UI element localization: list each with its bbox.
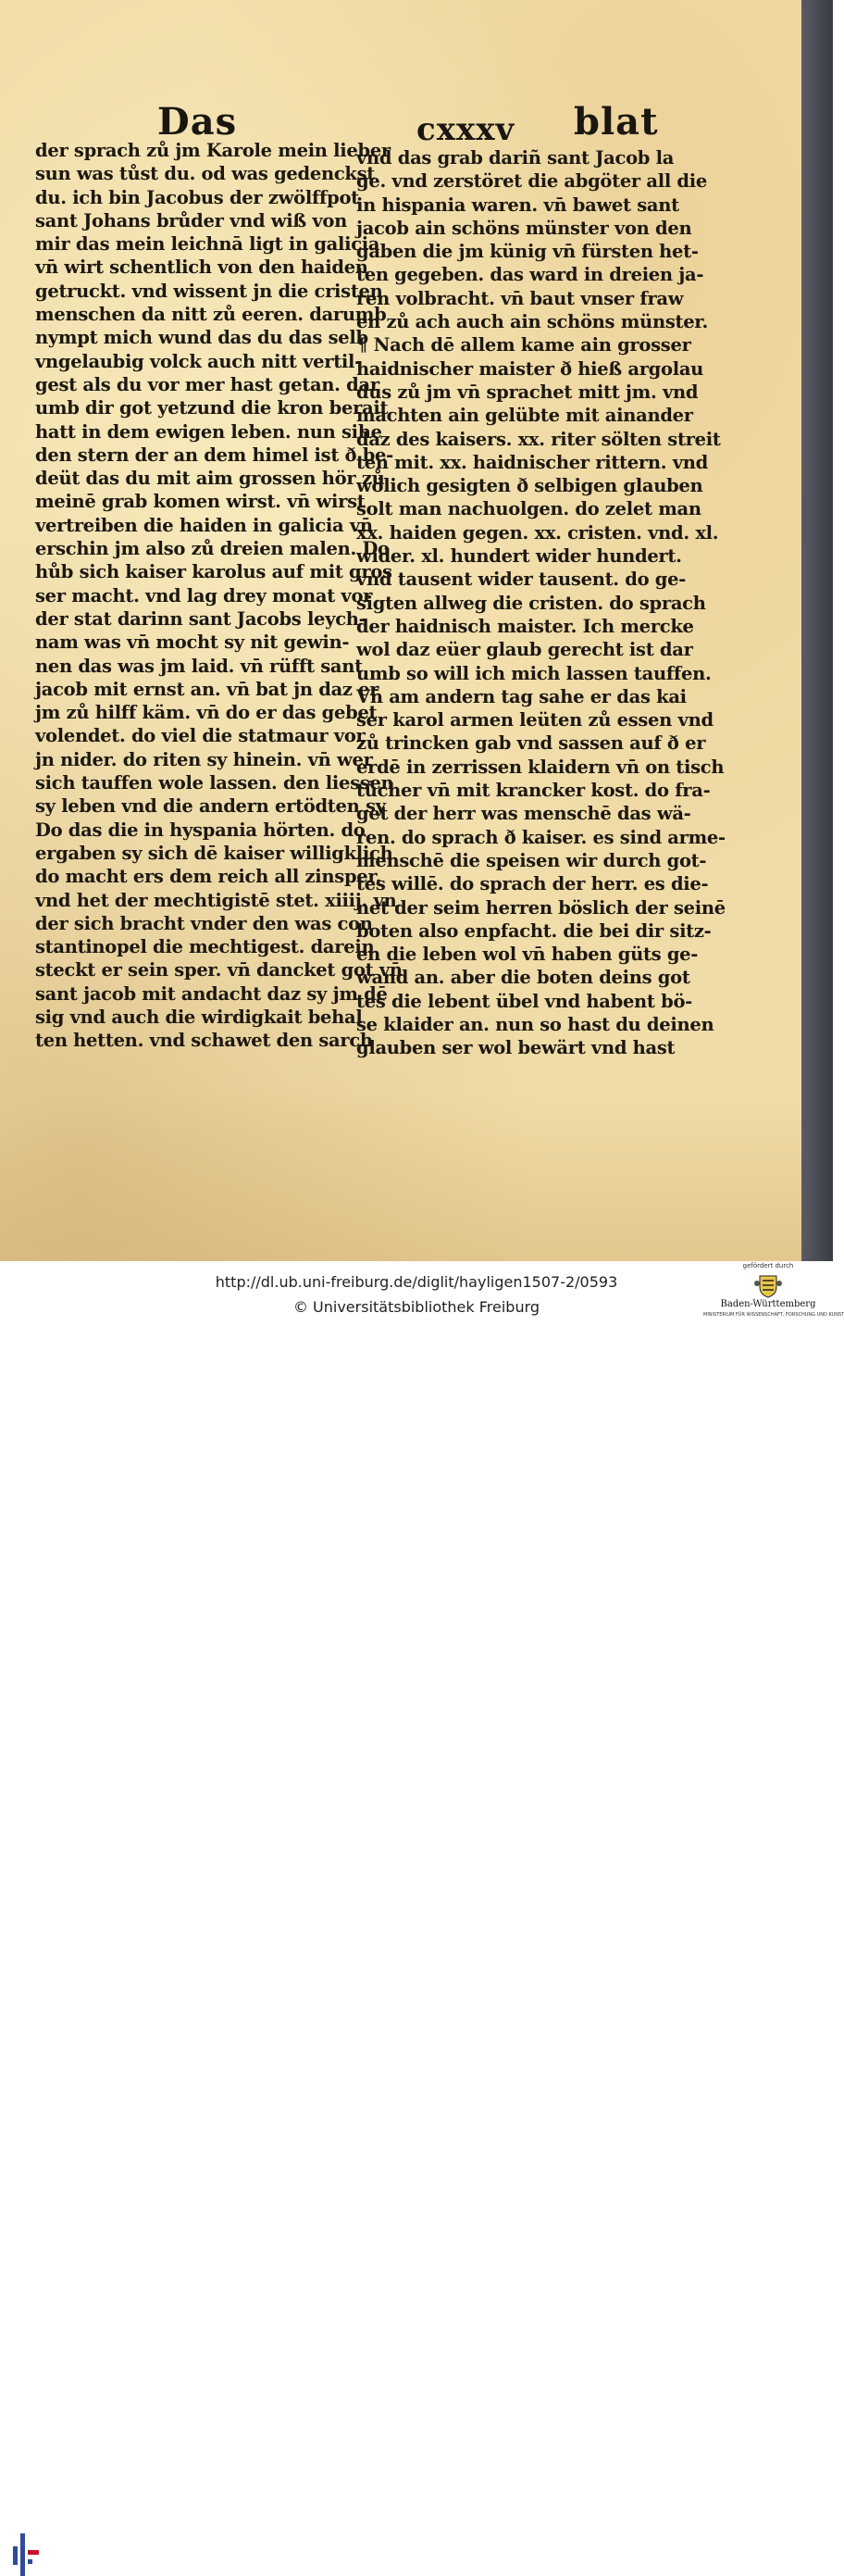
text-column-right <box>356 146 726 1060</box>
text-line: steckt er sein sper. vn̄ dancket got vn̄ <box>35 959 403 982</box>
text-line: sant jacob mit andacht daz sy jm dē <box>35 982 388 1005</box>
text-line: glauben ser wol bewärt vnd hast <box>356 1037 676 1059</box>
text-line: vnd das grab dariñ sant Jacob la <box>356 147 675 169</box>
text-line: sich tauffen wole lassen. den liessen <box>35 772 394 794</box>
text-line: ten gegeben. das ward in dreien ja- <box>356 264 704 286</box>
text-line: umb so will ich mich lassen tauffen. <box>356 662 712 684</box>
text-line: machten ain gelübte mit ainander <box>356 405 693 427</box>
text-line: jacob mit ernst an. vn̄ bat jn daz er <box>35 678 379 700</box>
text-line: volendet. do viel die statmaur vor <box>35 725 366 747</box>
text-line: menschen da nitt zů eeren. darumb <box>35 304 387 326</box>
text-line: ser macht. vnd lag drey monat vor <box>35 584 373 606</box>
text-line: den stern der an dem himel ist ð be- <box>35 444 393 466</box>
text-line: hatt in dem ewigen leben. nun sihe <box>35 420 382 443</box>
text-line: ten hetten. vnd schawet den sarch <box>35 1030 373 1052</box>
text-line: sun was tůst du. od was gedenckst <box>35 163 376 185</box>
text-line: stantinopel die mechtigest. darein <box>35 936 375 958</box>
text-line: net der seim herren böslich der seinē <box>356 896 726 919</box>
coat-of-arms-icon <box>754 1270 782 1298</box>
sponsor-name: Baden-Württemberg <box>720 1299 816 1309</box>
text-line: menschē die speisen wir durch got- <box>356 849 707 871</box>
text-line: se klaider an. nun so hast du deinen <box>356 1013 714 1035</box>
text-line: gest als du vor mer hast getan. dar <box>35 373 379 395</box>
text-line: erschin jm also zů dreien malen. Do <box>35 538 390 560</box>
text-line: en die leben wol vn̄ haben güts ge- <box>356 944 699 966</box>
text-line: vertreiben die haiden in galicia vn̄ <box>35 514 373 536</box>
text-line: gaben die jm künig vn̄ fürsten het- <box>356 241 699 263</box>
copyright-notice: © Universitätsbibliothek Freiburg <box>292 1298 540 1316</box>
text-line: wölich gesigten ð selbigen glauben <box>356 475 703 497</box>
text-line: wol daz eüer glaub gerecht ist dar <box>356 639 693 661</box>
text-line: ser karol armen leüten zů essen vnd <box>356 709 714 732</box>
text-line: du. ich bin Jacobus der zwölffpot <box>35 186 359 208</box>
running-header-right: blat <box>574 100 659 144</box>
book-page <box>0 0 803 1261</box>
text-column-left <box>35 139 403 1053</box>
text-line: nympt mich wund das du das selb <box>35 327 368 349</box>
water-stain <box>0 1093 801 1261</box>
sponsor-subtitle: MINISTERIUM FÜR WISSENSCHAFT, FORSCHUNG UND KUNST <box>703 1312 844 1318</box>
text-line: ten mit. xx. haidnischer rittern. vnd <box>356 451 708 473</box>
text-line: sig vnd auch die wirdigkait behal <box>35 1006 363 1028</box>
page-edge <box>801 0 833 1261</box>
text-line: tůcher vn̄ mit krancker kost. do fra- <box>356 780 711 802</box>
permalink-url[interactable]: http://dl.ub.uni-freiburg.de/diglit/hayligen1507-2/0593 <box>215 1273 618 1291</box>
folio-number: cxxxv <box>416 111 515 148</box>
text-line: solt man nachuolgen. do zelet man <box>356 498 701 520</box>
text-line: der sich bracht vnder den was con <box>35 912 373 934</box>
text-line: vnd het der mechtigistē stet. xiiij. vn <box>35 889 397 911</box>
document-viewer <box>0 0 833 1261</box>
text-line: do macht ers dem reich all zinsper. <box>35 866 382 888</box>
text-line: sigten allweg die cristen. do sprach <box>356 592 706 614</box>
text-line: tes die lebent übel vnd habent bö- <box>356 990 692 1012</box>
sponsor-label: gefördert durch <box>742 1262 794 1269</box>
text-line: vnd tausent wider tausent. do ge- <box>356 569 687 591</box>
running-header-left: Das <box>157 100 238 144</box>
text-line: vn̄ wirt schentlich von den haiden <box>35 256 368 279</box>
text-line: ren volbracht. vn̄ baut vnser fraw <box>356 287 684 309</box>
text-line: umb dir got yetzund die kron berait <box>35 397 389 419</box>
text-line: jn nider. do riten sy hinein. vn̄ wer <box>35 748 373 770</box>
text-line: jacob ain schöns münster von den <box>356 217 692 239</box>
text-line: nen das was jm laid. vn̄ rüfft sant <box>35 655 363 677</box>
text-line: Do das die in hyspania hörten. do <box>35 819 366 841</box>
text-line: der haidnisch maister. Ich mercke <box>356 615 694 637</box>
text-line: nam was vn̄ mocht sy nit gewin- <box>35 631 350 654</box>
text-line: daz des kaisers. xx. riter sölten streit <box>356 428 721 450</box>
text-line: jm zů hilff käm. vn̄ do er das gebet <box>35 702 378 724</box>
text-line: dus zů jm vn̄ sprachet mitt jm. vnd <box>356 381 699 403</box>
text-line: Vn̄ am andern tag sahe er das kai <box>356 685 687 707</box>
text-line: sy leben vnd die andern ertödten sy <box>35 795 386 818</box>
text-line: in hispania waren. vn̄ bawet sant <box>356 194 679 216</box>
text-line: xx. haiden gegen. xx. cristen. vnd. xl. <box>356 521 719 544</box>
text-line: ge. vnd zerstöret die abgöter all die <box>356 170 707 193</box>
text-line: en zů ach auch ain schöns münster. <box>356 311 708 333</box>
text-line: erdē in zerrissen klaidern vn̄ on tisch <box>356 756 725 778</box>
text-line: hůb sich kaiser karolus auf mit gros <box>35 561 392 583</box>
text-line: ren. do sprach ð kaiser. es sind arme- <box>356 826 726 848</box>
text-line: ¶ Nach dē allem kame ain grosser <box>356 334 691 356</box>
sponsor-logo <box>703 1261 844 1320</box>
text-line: der sprach zů jm Karole mein lieber <box>35 140 391 161</box>
text-line: ergaben sy sich dē kaiser willigklich <box>35 842 393 864</box>
text-line: der stat darinn sant Jacobs leych- <box>35 607 366 630</box>
text-line: getruckt. vnd wissent jn die cristen <box>35 280 383 302</box>
text-line: boten also enpfacht. die bei dir sitz- <box>356 919 712 942</box>
text-line: wand an. aber die boten deins got <box>356 967 690 989</box>
text-line: sant Johans brůder vnd wiß von <box>35 209 348 231</box>
text-line: wider. xl. hundert wider hundert. <box>356 545 682 568</box>
text-line: tes willē. do sprach der herr. es die- <box>356 873 709 895</box>
library-logo-icon <box>13 2533 44 2576</box>
text-line: deüt das du mit aim grossen hör zů <box>35 468 385 490</box>
text-line: get der herr was menschē das wä- <box>356 803 691 825</box>
text-line: vngelaubig volck auch nitt vertil- <box>35 350 362 372</box>
text-line: mir das mein leichnā ligt in galicia <box>35 233 380 256</box>
text-line: zů trincken gab vnd sassen auf ð er <box>356 732 706 755</box>
text-line: meinē grab komen wirst. vn̄ wirst <box>35 491 366 513</box>
text-line: haidnischer maister ð hieß argolau <box>356 357 704 380</box>
